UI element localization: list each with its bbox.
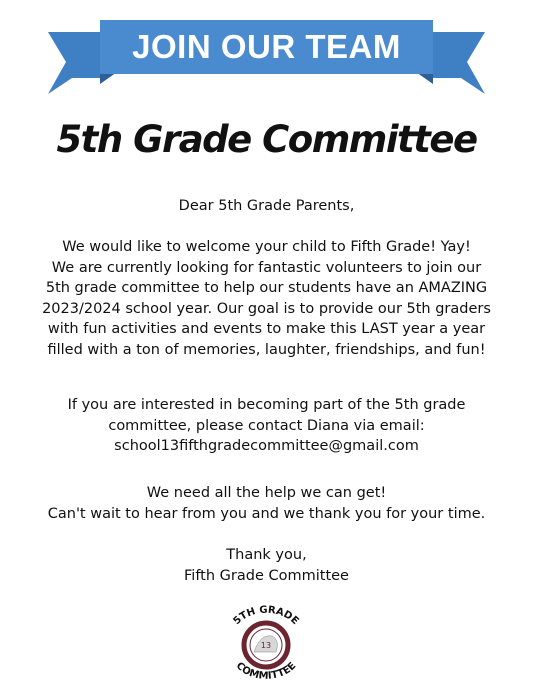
closing-paragraph [0,483,533,524]
seal-number: 13 [260,641,272,650]
welcome-paragraph [0,237,533,360]
paragraph-line: If you are interested in becoming part of the 5th grade [67,397,466,413]
greeting [0,196,533,217]
signoff [0,545,533,586]
signoff-signature: Fifth Grade Committee [184,567,349,584]
contact-email: school13fifthgradecommittee@gmail.com [114,438,419,454]
ribbon-right-tail [433,32,485,94]
page-title: 5th Grade Committee [56,118,477,161]
banner-title: JOIN OUR TEAM [132,28,401,65]
paragraph-line: We are currently looking for fantastic volunteers to join our [51,259,482,276]
paragraph-line: 5th grade committee to help our students have an AMAZING [45,280,488,296]
paragraph-line: Can't wait to hear from you and we thank you for your time. [47,505,486,522]
ribbon-left-tail [48,32,100,94]
paragraph-line: committee, please contact Diana via email: [108,417,425,434]
committee-logo [224,600,308,684]
contact-paragraph [0,395,533,457]
paragraph-line: filled with a ton of memories, laughter, friendships, and fun! [47,341,486,358]
paragraph-line: We would like to welcome your child to Fifth Grade! Yay! [62,239,471,255]
paragraph-line: We need all the help we can get! [146,485,387,501]
join-our-team-banner [0,0,533,100]
signoff-line: Thank you, [226,547,307,563]
greeting-line: Dear 5th Grade Parents, [178,198,355,214]
paragraph-line: with fun activities and events to make this LAST year a year [47,321,486,337]
paragraph-line: 2023/2024 school year. Our goal is to provide our 5th graders [42,300,491,317]
school-seal-logo-icon [224,600,308,684]
logo-top-text: 5TH GRADE [231,604,301,628]
logo-bottom-text: COMMITTEE [233,660,299,682]
